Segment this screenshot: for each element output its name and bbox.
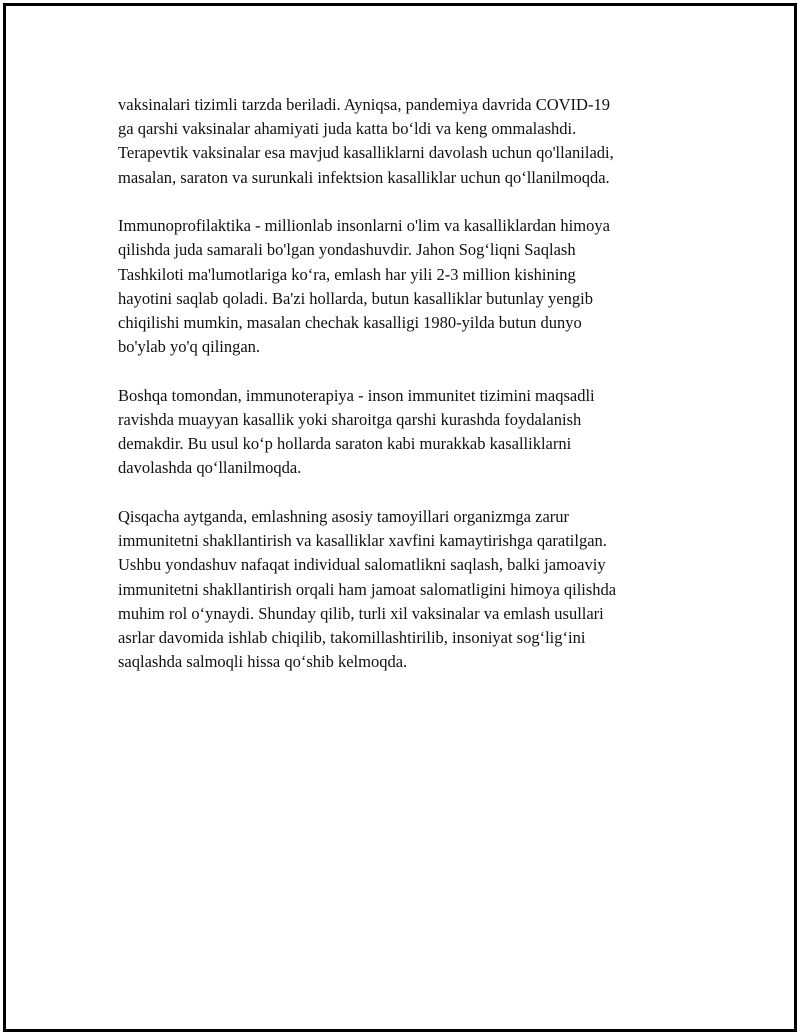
paragraph-immunotherapy: Boshqa tomondan, immunoterapiya - inson immunitet tizimini maqsadli ravishda muayyan kasallik yoki sharoitga qarshi kurashda foydalanish demakdir. Bu usul ko‘p hollarda saraton kabi murakkab kasalliklarni davolashda qo‘llanilmoqda. bbox=[118, 385, 595, 478]
paragraph-immunoprophylaxis: Immunoprofilaktika - millionlab insonlarni o'lim va kasalliklardan himoya qilishda juda samarali bo'lgan yondashuvdir. Jahon Sog‘liqni Saqlash Tashkiloti ma'lumotlariga ko‘ra, emlash har yili 2-3 million kishining hayotini saqlab qoladi. Ba'zi hollarda, butun kasalliklar butunlay yengib chiqilishi mumkin, masalan chechak kasalligi 1980-yilda butun dunyo bo'ylab yo'q qilingan. bbox=[118, 216, 610, 357]
paragraph-summary: Qisqacha aytganda, emlashning asosiy tamoyillari organizmga zarur immunitetni shakllantirish va kasalliklar xavfini kamaytirishga qaratilgan. Ushbu yondashuv nafaqat individual salomatlikni saqlash, balki jamoaviy immunitetni shakllantirish orqali ham jamoat salomatligini himoya qilishda muhim rol o‘ynaydi. Shunday qilib, turli xil vaksinalar va emlash usullari asrlar davomida ishlab chiqilib, takomillashtirilib, insoniyat sog‘lig‘ini saqlashda salmoqli hissa qo‘shib kelmoqda. bbox=[118, 507, 617, 672]
paragraph-vaccines: vaksinalari tizimli tarzda beriladi. Ayniqsa, pandemiya davrida COVID-19 ga qarshi vaksinalar ahamiyati juda katta bo‘ldi va keng ommalashdi. Terapevtik vaksinalar esa mavjud kasalliklarni davolash uchun qo'llaniladi, masalan, saraton va surunkali infektsion kasalliklar uchun qo‘llanilmoqda. bbox=[118, 95, 614, 187]
document-body bbox=[118, 93, 678, 699]
